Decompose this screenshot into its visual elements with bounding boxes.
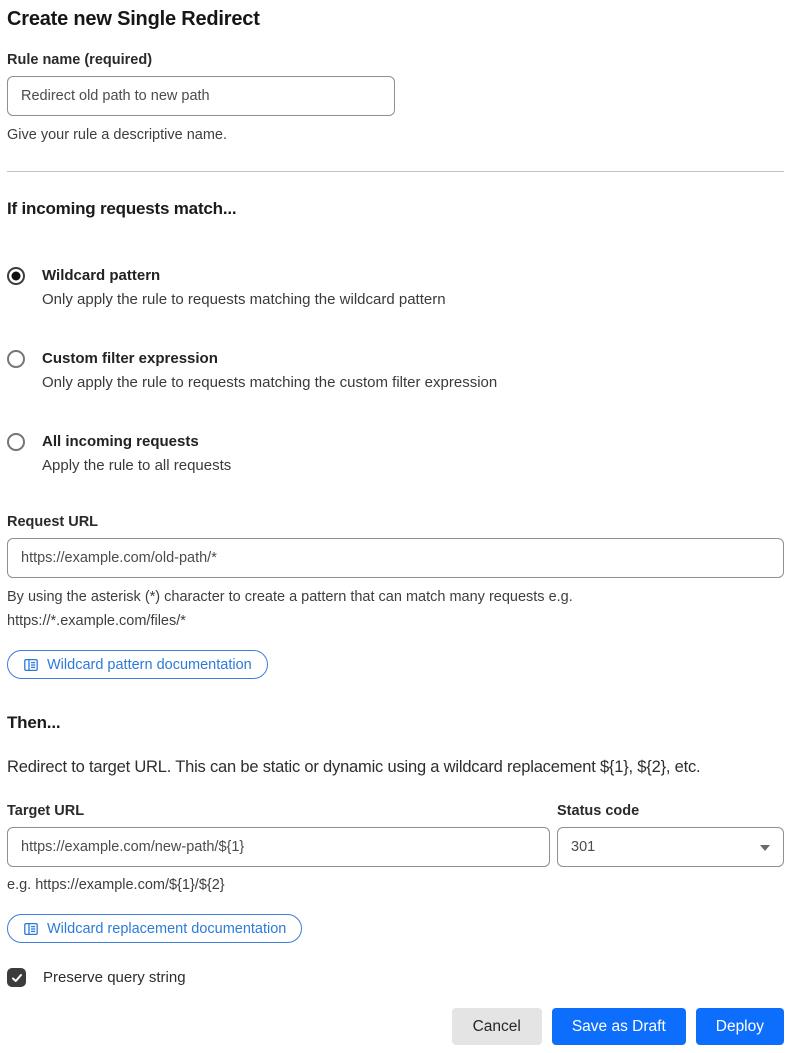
wildcard-pattern-docs-button[interactable]: [7, 650, 268, 679]
target-url-input[interactable]: [7, 827, 550, 867]
status-code-field: [557, 803, 784, 897]
rule-name-help: Give your rule a descriptive name.: [7, 127, 228, 143]
radio-selected-icon[interactable]: [7, 267, 25, 285]
rule-name-label: Rule name (required): [7, 52, 153, 68]
radio-description: Apply the rule to all requests: [42, 457, 232, 474]
target-url-help: e.g. https://example.com/${1}/${2}: [7, 877, 225, 893]
radio-description: Only apply the rule to requests matching the wildcard pattern: [42, 291, 446, 308]
book-icon: [23, 657, 39, 673]
rule-name-field: [7, 52, 784, 147]
request-url-input[interactable]: [7, 538, 784, 578]
match-type-radio-group: [7, 265, 784, 477]
wildcard-pattern-docs-label: Wildcard pattern documentation: [47, 656, 252, 673]
preserve-query-checkbox[interactable]: [7, 968, 26, 987]
request-url-label: Request URL: [7, 514, 99, 530]
cancel-button[interactable]: Cancel: [452, 1008, 542, 1045]
section-divider: [7, 171, 784, 172]
then-section-heading: Then...: [7, 713, 61, 732]
radio-unselected-icon[interactable]: [7, 350, 25, 368]
target-row: [7, 803, 784, 897]
check-icon: [11, 972, 23, 984]
radio-option-wildcard-pattern[interactable]: [7, 265, 784, 311]
request-url-help-line-1: By using the asterisk (*) character to create a pattern that can match many requests e.g.: [7, 589, 573, 605]
target-url-label: Target URL: [7, 803, 85, 819]
radio-description: Only apply the rule to requests matching the custom filter expression: [42, 374, 498, 391]
radio-option-all-incoming-requests[interactable]: [7, 431, 784, 477]
radio-label: Custom filter expression: [42, 350, 218, 367]
footer-actions: [7, 1008, 784, 1045]
wildcard-replacement-docs-button[interactable]: [7, 914, 302, 943]
book-icon: [23, 921, 39, 937]
request-url-field: [7, 514, 784, 633]
match-section-heading: If incoming requests match...: [7, 199, 237, 218]
deploy-button[interactable]: Deploy: [696, 1008, 784, 1045]
radio-option-custom-filter-expression[interactable]: [7, 348, 784, 394]
request-url-help: [7, 585, 784, 633]
status-code-value: 301: [571, 839, 596, 855]
preserve-query-string-row[interactable]: [7, 968, 784, 987]
wildcard-replacement-docs-label: Wildcard replacement documentation: [47, 920, 287, 937]
chevron-down-icon: [760, 845, 770, 851]
request-url-help-line-2: https://*.example.com/files/*: [7, 613, 186, 629]
status-code-select[interactable]: [557, 827, 784, 867]
page-title: Create new Single Redirect: [7, 8, 260, 30]
then-description: Redirect to target URL. This can be static or dynamic using a wildcard replacement ${1}, ${2}, etc.: [7, 758, 701, 776]
radio-unselected-icon[interactable]: [7, 433, 25, 451]
radio-label: All incoming requests: [42, 433, 199, 450]
preserve-query-label: Preserve query string: [43, 969, 186, 986]
target-url-field: [7, 803, 550, 897]
save-as-draft-button[interactable]: Save as Draft: [552, 1008, 686, 1045]
radio-label: Wildcard pattern: [42, 267, 161, 284]
rule-name-input[interactable]: [7, 76, 395, 116]
status-code-label: Status code: [557, 803, 640, 819]
